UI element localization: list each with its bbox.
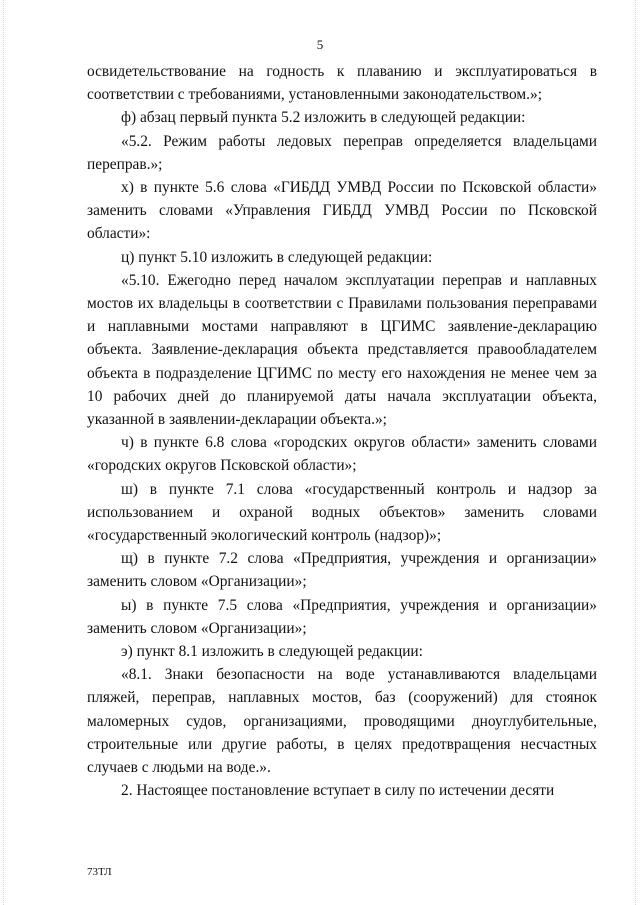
- paragraph: х) в пункте 5.6 слова «ГИБДД УМВД России по Псковской области» заменить словами «Управления ГИБДД УМВД России по Псковской области»:: [87, 179, 597, 243]
- paragraph: «5.2. Режим работы ледовых переправ определяется владельцами переправ.»;: [87, 132, 597, 173]
- paragraph: ф) абзац первый пункта 5.2 изложить в следующей редакции:: [121, 109, 526, 127]
- page-number: 5: [316, 37, 324, 52]
- paragraph: щ) в пункте 7.2 слова «Предприятия, учреждения и организации» заменить словом «Организации»;: [87, 550, 597, 591]
- paragraph: «5.10. Ежегодно перед началом эксплуатации переправ и наплавных мостов их владельцы в соответствии с Правилами пользования переправами и наплавными мостами направляют в ЦГИМС заявление-декларацию объекта. Заявление-декларация объекта представляется правообладателем объекта в подразделение ЦГИМС по месту его нахождения не менее чем за 10 рабочих дней до планируемой даты начала эксплуатации объекта, указанной в заявлении-декларации объекта.»;: [87, 271, 597, 429]
- paragraph: «8.1. Знаки безопасности на воде устанавливаются владельцами пляжей, переправ, наплавных мостов, баз (сооружений) для стоянок маломерных судов, организациями, проводящими дноуглубительные, строительные или другие работы, в целях предотвращения несчастных случаев с людьми на воде.».: [87, 666, 597, 777]
- paragraph: освидетельствование на годность к плаванию и эксплуатироваться в соответствии с требованиями, установленными законодательством.»;: [87, 63, 597, 104]
- paragraph: ц) пункт 5.10 изложить в следующей редакции:: [121, 248, 433, 266]
- paragraph: ч) в пункте 6.8 слова «городских округов области» заменить словами «городских округов Псковской области»;: [87, 434, 597, 475]
- footer-document-code: 73ТЛ: [87, 866, 112, 878]
- page-right-edge: [635, 0, 637, 905]
- page-left-edge: [3, 0, 5, 905]
- paragraph: 2. Настоящее постановление вступает в силу по истечении десяти: [121, 782, 555, 800]
- document-body: [87, 60, 597, 803]
- paragraph: ы) в пункте 7.5 слова «Предприятия, учреждения и организации» заменить словом «Организации»;: [87, 596, 597, 637]
- paragraph: ш) в пункте 7.1 слова «государственный контроль и надзор за использованием и охраной водных объектов» заменить словами «государственный экологический контроль (надзор)»;: [87, 480, 597, 545]
- paragraph: э) пункт 8.1 изложить в следующей редакции:: [121, 643, 423, 661]
